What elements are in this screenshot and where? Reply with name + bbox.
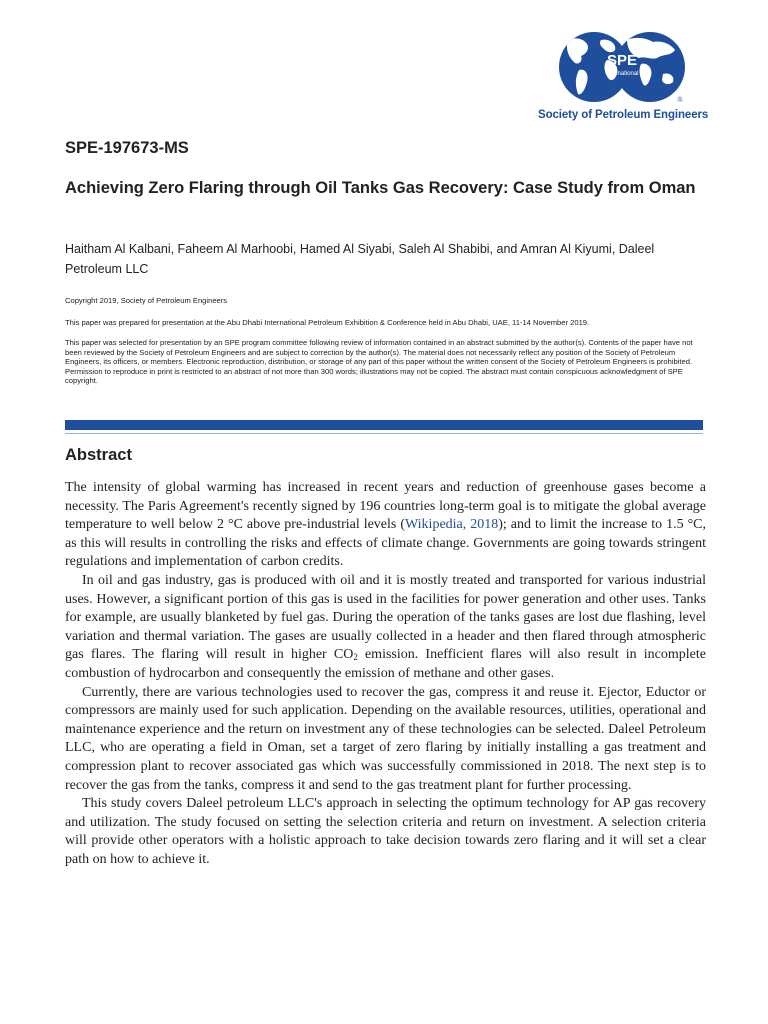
svg-text:International: International <box>605 71 639 77</box>
author-list: Haitham Al Kalbani, Faheem Al Marhoobi, Hamed Al Siyabi, Saleh Al Shabibi, and Amran Al Kiyumi, Daleel Petroleum LLC <box>65 242 655 276</box>
abstract-paragraph: In oil and gas industry, gas is produced with oil and it is mostly treated and transported for various industrial uses. However, a significant portion of this gas is used in the facilities for power generation and other uses. Tanks for example, are usually blanketed by fuel gas. During the operation of the tanks gases are lost due flashing, level variation and thermal variation. The gases are usually collected in a header and then flared through atmospheric gas flares. The flaring will result in higher $CO_2$ emission. Inefficient flares will also result in incomplete combustion of hydrocarbon and consequently the emission of methane and other gases. <box>65 572 706 681</box>
abstract-paragraph: This study covers Daleel petroleum LLC's approach in selecting the optimum technology for AP gas recovery and utilization. The study focused on setting the selection criteria and return on investment. A selection criteria will provide other operators with a holistic approach to take decision towards zero flaring and it will set a clear path on how to achieve it. <box>65 796 706 867</box>
spe-globe-emblem-icon <box>557 30 687 104</box>
section-divider <box>65 420 703 430</box>
presentation-note: This paper was prepared for presentation at the Abu Dhabi International Petroleum Exhibition & Conference held in Abu Dhabi, UAE, 11-14 November 2019. <box>65 318 590 327</box>
selection-note: This paper was selected for presentation by an SPE program committee following review of information contained in an abstract submitted by the author(s). Contents of the paper have not been reviewed by the Society of Petroleum Engineers and are subject to correction by the author(s). The material does not necessarily reflect any position of the Society of Petroleum Engineers, its officers, or members. Electronic reproduction, distribution, or storage of any part of this paper without the written consent of the Society of Petroleum Engineers is prohibited. Permission to reproduce in print is restricted to an abstract of not more than 300 words; illustrations may not be copied. The abstract must contain conspicuous acknowledgment of SPE copyright. <box>65 338 693 386</box>
copyright-notice: Copyright 2019, Society of Petroleum Engineers <box>65 296 228 305</box>
citation-link[interactable]: Wikipedia, 2018 <box>405 517 499 533</box>
spe-org-name: Society of Petroleum Engineers <box>538 109 709 121</box>
section-divider-line <box>65 433 703 434</box>
spe-logo <box>538 30 709 126</box>
abstract-body <box>65 479 706 869</box>
svg-text:®: ® <box>677 97 683 104</box>
abstract-heading: Abstract <box>65 446 132 464</box>
abstract-paragraph: Currently, there are various technologies used to recover the gas, compress it and reuse it. Ejector, Eductor or compressors are mainly used for such application. Depending on the available resources, utilities, operational and maintenance experience and the return on investment any of these technologies can be selected. Daleel Petroleum LLC, who are operating a field in Oman, set a target of zero flaring by initially installing a gas treatment and compression plant to recover associated gas which was successfully commissioned in 2018. The next step is to recover the gas from the tanks, compress it and send to the gas treatment plant for further processing. <box>65 684 706 793</box>
paper-id: SPE-197673-MS <box>65 139 189 157</box>
svg-text:SPE: SPE <box>606 52 638 69</box>
paper-title: Achieving Zero Flaring through Oil Tanks Gas Recovery: Case Study from Oman <box>65 179 696 197</box>
abstract-paragraph: The intensity of global warming has increased in recent years and reduction of greenhouse gases become a necessity. The Paris Agreement's recently signed by 196 countries long-term goal is to mitigate the global average temperature to well below 2 °C above pre-industrial levels (Wikipedia, 2018); and to limit the increase to 1.5 °C, as this will results in controlling the risks and effects of climate change. Governments are going towards stringent regulations and implementation of carbon credits. <box>65 480 706 570</box>
